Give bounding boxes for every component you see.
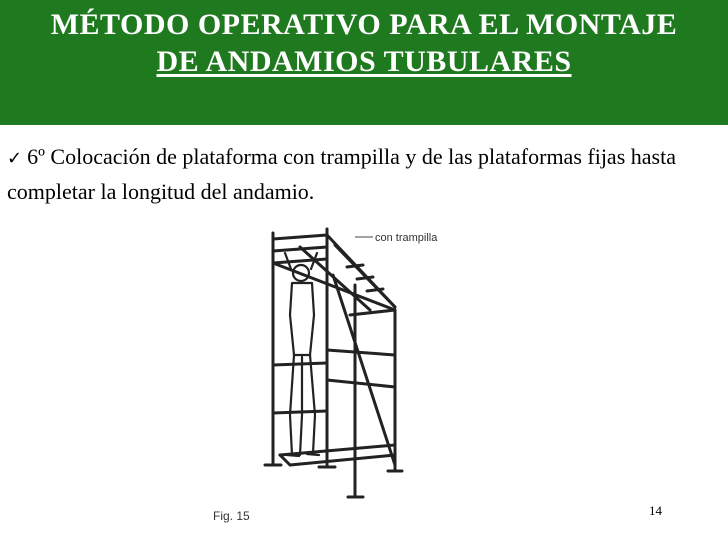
title-line-2: DE ANDAMIOS TUBULARES — [156, 45, 572, 78]
worker-figure — [285, 253, 319, 456]
figure-annotation: con trampilla — [375, 232, 438, 244]
page-number: 14 — [649, 503, 662, 518]
slide-title — [0, 6, 728, 80]
checkmark-icon: ✓ — [7, 148, 23, 169]
title-line-1: MÉTODO OPERATIVO PARA EL MONTAJE — [50, 8, 678, 41]
bullet-item — [7, 140, 722, 208]
scaffold-illustration — [195, 215, 465, 535]
figure-caption: Fig. 15 — [213, 509, 250, 523]
bullet-text: 6º Colocación de plataforma con trampilla y de las plataformas fijas hasta completar la longitud del andamio. — [7, 144, 676, 204]
